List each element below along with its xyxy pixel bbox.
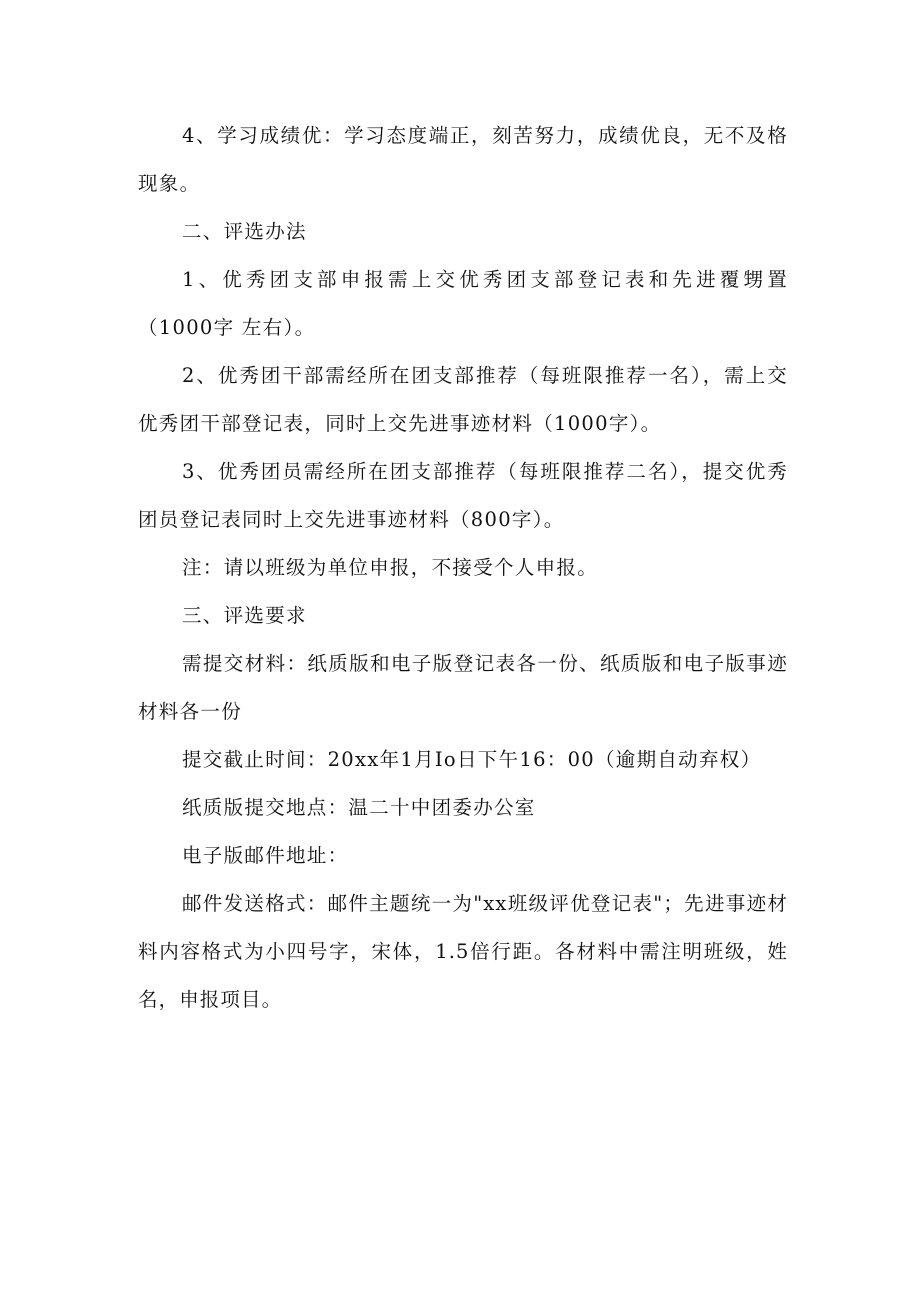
method-2-paragraph: 2、优秀团干部需经所在团支部推荐（每班限推荐一名），需上交优秀团干部登记表，同时上交先进事迹材料（1000字）。 bbox=[138, 364, 788, 435]
section-heading-selection-requirements: 三、评选要求 bbox=[182, 604, 307, 627]
section-heading-selection-method: 二、评选办法 bbox=[182, 220, 307, 243]
method-1-paragraph: 1、优秀团支部申报需上交优秀团支部登记表和先进覆甥置（1000字 左右）。 bbox=[138, 268, 788, 339]
method-3-paragraph: 3、优秀团员需经所在团支部推荐（每班限推荐二名），提交优秀团员登记表同时上交先进事迹材料（800字）。 bbox=[138, 460, 788, 531]
email-address-paragraph: 电子版邮件地址： bbox=[182, 844, 349, 867]
note-paragraph: 注：请以班级为单位申报，不接受个人申报。 bbox=[182, 556, 599, 579]
document-body bbox=[138, 112, 788, 1024]
email-format-paragraph: 邮件发送格式：邮件主题统一为"xx班级评优登记表"；先进事迹材料内容格式为小四号字，宋体，1.5倍行距。各材料中需注明班级，姓名，申报项目。 bbox=[138, 892, 788, 1011]
paper-submission-location-paragraph: 纸质版提交地点：温二十中团委办公室 bbox=[182, 796, 536, 819]
deadline-paragraph: 提交截止时间：20xx年1月Io日下午16：00（逾期自动弃权） bbox=[182, 748, 762, 771]
criterion-4-paragraph: 4、学习成绩优：学习态度端正，刻苦努力，成绩优良，无不及格现象。 bbox=[138, 124, 788, 195]
required-materials-paragraph: 需提交材料：纸质版和电子版登记表各一份、纸质版和电子版事迹材料各一份 bbox=[138, 652, 788, 723]
